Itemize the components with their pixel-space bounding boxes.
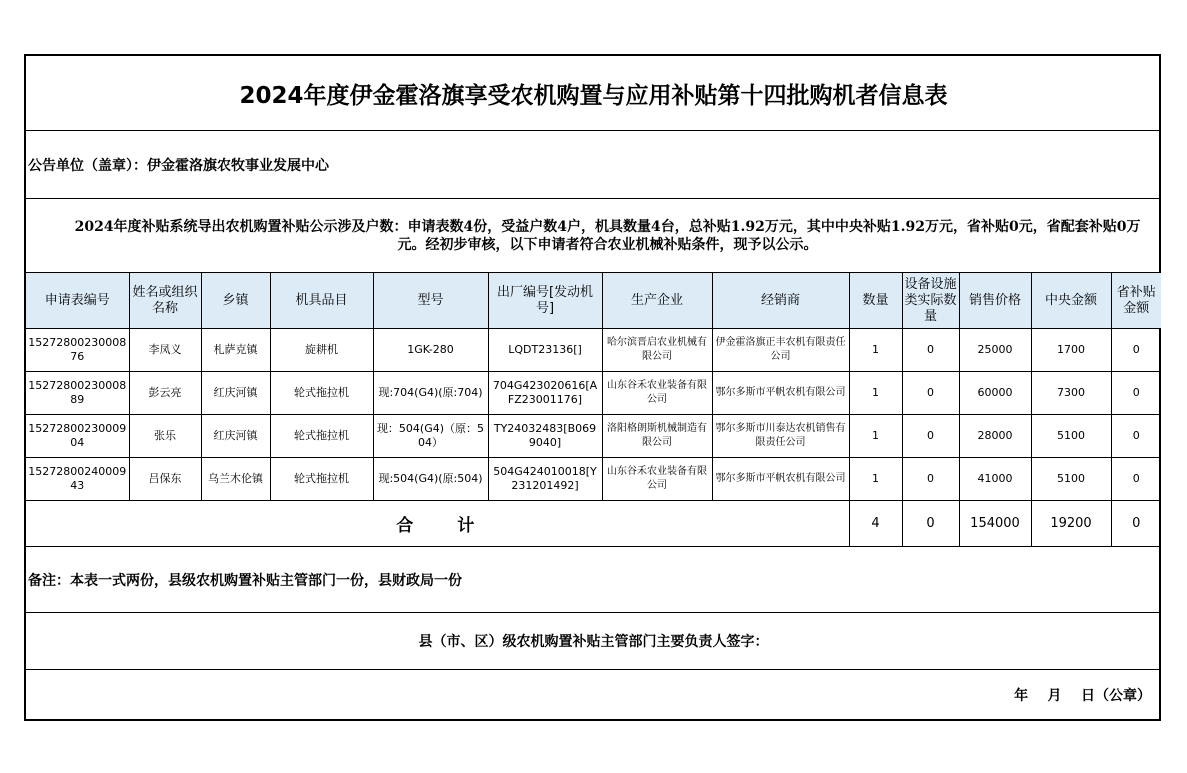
manufacturer: 洛阳格朗斯机械制造有限公司 [602, 415, 712, 458]
total-label-b: 计 [457, 516, 479, 536]
serial-number: 504G424010018[Y231201492] [488, 458, 602, 501]
total-provincial: 0 [1111, 501, 1161, 547]
header-cell: 姓名或组织名称 [129, 273, 201, 329]
serial-number: LQDT23136[] [488, 329, 602, 372]
application-id: 1527280024000943 [26, 458, 129, 501]
town: 红庆河镇 [201, 415, 270, 458]
header-cell: 数量 [849, 273, 902, 329]
table-row [26, 372, 1161, 415]
total-label [26, 501, 849, 547]
note-text: 备注：本表一式两份，县级农机购置补贴主管部门一份，县财政局一份 [26, 547, 1161, 613]
applicant-name: 彭云亮 [129, 372, 201, 415]
facility-quantity: 0 [902, 329, 959, 372]
central-amount: 5100 [1031, 415, 1111, 458]
dealer: 鄂尔多斯市川泰达农机销售有限责任公司 [712, 415, 849, 458]
signature-line: 县（市、区）级农机购置补贴主管部门主要负责人签字： [26, 613, 1161, 670]
provincial-amount: 0 [1111, 458, 1161, 501]
header-cell: 机具品目 [270, 273, 373, 329]
central-amount: 5100 [1031, 458, 1111, 501]
model: 现：504(G4)（原：504） [373, 415, 488, 458]
header-cell: 销售价格 [959, 273, 1031, 329]
total-label-a: 合 [396, 516, 418, 536]
header-cell: 申请表编号 [26, 273, 129, 329]
manufacturer: 山东谷禾农业装备有限公司 [602, 458, 712, 501]
date-seal-line: 年 月 日（公章） [26, 670, 1161, 721]
header-cell: 生产企业 [602, 273, 712, 329]
model: 现:504(G4)(原:504) [373, 458, 488, 501]
facility-quantity: 0 [902, 372, 959, 415]
machine-item: 轮式拖拉机 [270, 458, 373, 501]
model: 1GK-280 [373, 329, 488, 372]
provincial-amount: 0 [1111, 329, 1161, 372]
sale-price: 60000 [959, 372, 1031, 415]
application-id: 1527280023000876 [26, 329, 129, 372]
central-amount: 1700 [1031, 329, 1111, 372]
header-cell: 经销商 [712, 273, 849, 329]
total-central: 19200 [1031, 501, 1111, 547]
serial-number: 704G423020616[AFZ23001176] [488, 372, 602, 415]
application-id: 1527280023000904 [26, 415, 129, 458]
manufacturer: 山东谷禾农业装备有限公司 [602, 372, 712, 415]
sale-price: 25000 [959, 329, 1031, 372]
header-cell: 出厂编号[发动机号] [488, 273, 602, 329]
model: 现:704(G4)(原:704) [373, 372, 488, 415]
sale-price: 41000 [959, 458, 1031, 501]
page-title: 2024年度伊金霍洛旗享受农机购置与应用补贴第十四批购机者信息表 [26, 56, 1161, 131]
quantity: 1 [849, 329, 902, 372]
table-row [26, 415, 1161, 458]
machine-item: 轮式拖拉机 [270, 415, 373, 458]
header-cell: 型号 [373, 273, 488, 329]
quantity: 1 [849, 458, 902, 501]
dealer: 伊金霍洛旗正丰农机有限责任公司 [712, 329, 849, 372]
facility-quantity: 0 [902, 415, 959, 458]
header-cell: 乡镇 [201, 273, 270, 329]
dealer: 鄂尔多斯市平帆农机有限公司 [712, 372, 849, 415]
publisher-line: 公告单位（盖章）：伊金霍洛旗农牧事业发展中心 [26, 131, 1161, 199]
header-cell: 设备设施类实际数量 [902, 273, 959, 329]
application-id: 1527280023000889 [26, 372, 129, 415]
town: 红庆河镇 [201, 372, 270, 415]
machine-item: 旋耕机 [270, 329, 373, 372]
applicant-name: 吕保东 [129, 458, 201, 501]
facility-quantity: 0 [902, 458, 959, 501]
table-row [26, 329, 1161, 372]
quantity: 1 [849, 372, 902, 415]
town: 乌兰木伦镇 [201, 458, 270, 501]
applicant-name: 李凤义 [129, 329, 201, 372]
manufacturer: 哈尔滨晋启农业机械有限公司 [602, 329, 712, 372]
applicant-name: 张乐 [129, 415, 201, 458]
quantity: 1 [849, 415, 902, 458]
header-cell: 省补贴金额 [1111, 273, 1161, 329]
town: 札萨克镇 [201, 329, 270, 372]
provincial-amount: 0 [1111, 415, 1161, 458]
total-facility-quantity: 0 [902, 501, 959, 547]
total-row [26, 501, 1161, 547]
header-cell: 中央金额 [1031, 273, 1111, 329]
serial-number: TY24032483[B0699040] [488, 415, 602, 458]
central-amount: 7300 [1031, 372, 1111, 415]
description-text: 2024年度补贴系统导出农机购置补贴公示涉及户数：申请表数4份，受益户数4户，机具数量4台，总补贴1.92万元，其中中央补贴1.92万元，省补贴0元，省配套补贴0万元。经初步审核，以下申请者符合农业机械补贴条件，现予以公示。 [26, 199, 1161, 273]
total-price: 154000 [959, 501, 1031, 547]
table-row [26, 458, 1161, 501]
dealer: 鄂尔多斯市平帆农机有限公司 [712, 458, 849, 501]
sale-price: 28000 [959, 415, 1031, 458]
subsidy-table [26, 56, 1161, 720]
total-quantity: 4 [849, 501, 902, 547]
machine-item: 轮式拖拉机 [270, 372, 373, 415]
provincial-amount: 0 [1111, 372, 1161, 415]
subsidy-sheet [24, 54, 1161, 721]
header-row [26, 273, 1161, 329]
